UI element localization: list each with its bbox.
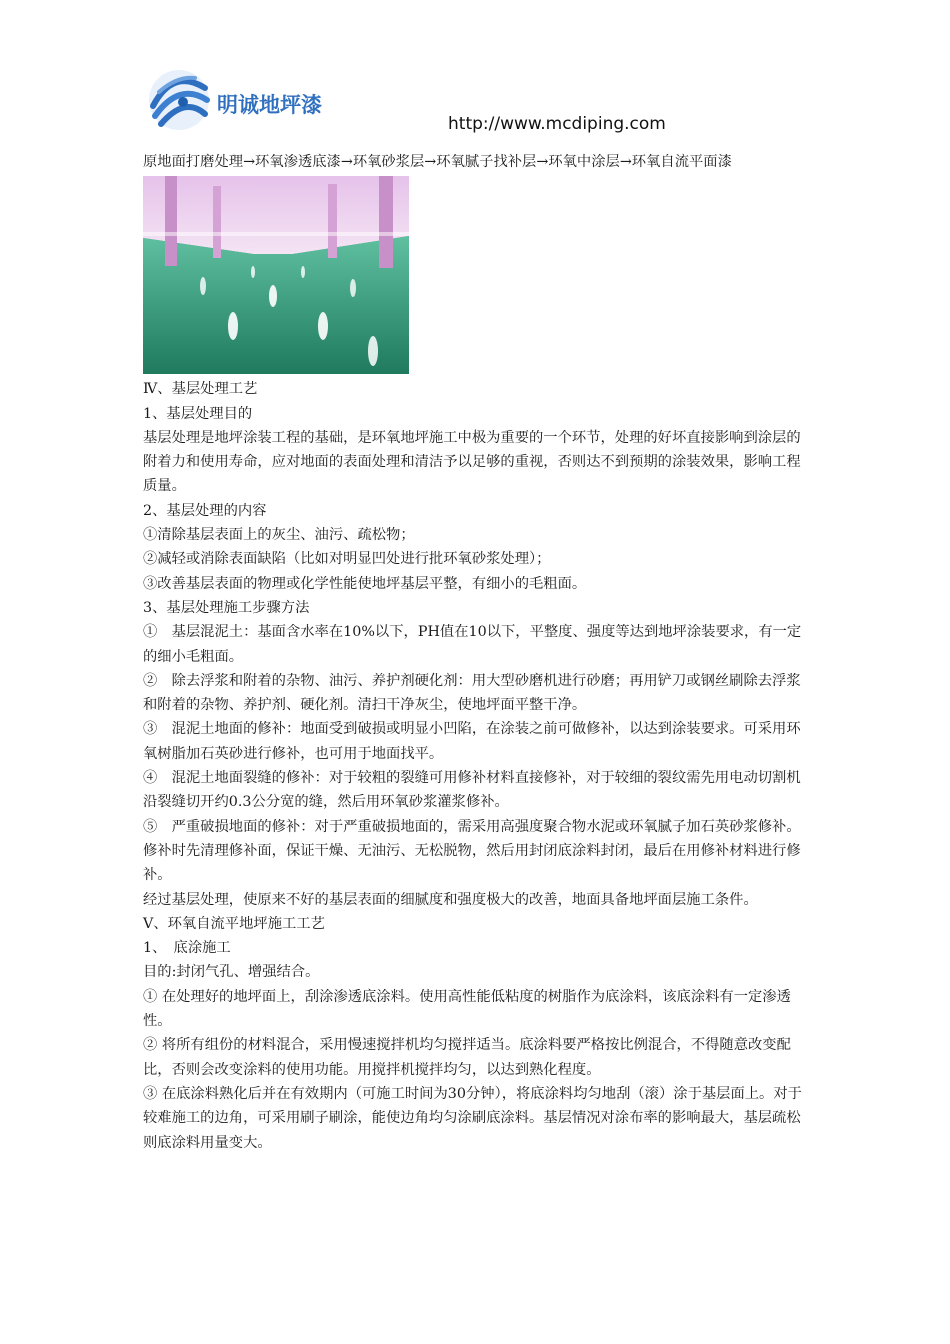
list-item: ③ 在底涂料熟化后并在有效期内（可施工时间为30分钟），将底涂料均匀地刮（滚）涂于基层面上。对于较难施工的边角，可采用刷子刷涂，能使边角均匀涂刷底涂料。基层情况对涂布率的影响最大，基层疏松则底涂料用量变大。 [143, 1085, 802, 1151]
page-header [143, 62, 813, 142]
list-item: ① 在处理好的地坪面上，刮涂渗透底涂料。使用高性能低粘度的树脂作为底涂料，该底涂料有一定渗透性。 [143, 988, 791, 1030]
section-heading-iv: Ⅳ、基层处理工艺 [143, 381, 258, 398]
list-item: ②减轻或消除表面缺陷（比如对明显凹处进行批环氧砂浆处理）； [143, 551, 551, 568]
list-item: ③ 混泥土地面的修补：地面受到破损或明显小凹陷，在涂装之前可做修补，以达到涂装要求。可采用环氧树脂加石英砂进行修补，也可用于地面找平。 [143, 721, 801, 762]
section-heading-v: Ⅴ、环氧自流平地坪施工工艺 [143, 915, 325, 932]
epoxy-floor-photo [143, 176, 409, 374]
website-url[interactable]: http://www.mcdiping.com [448, 114, 666, 134]
paragraph: 基层处理是地坪涂装工程的基础，是环氧地坪施工中极为重要的一个环节，处理的好坏直接影响到涂层的附着力和使用寿命，应对地面的表面处理和清洁予以足够的重视，否则达不到预期的涂装效果，影响工程质量。 [143, 429, 801, 495]
paragraph: 目的:封闭气孔、增强结合。 [143, 964, 320, 981]
subheading-primer: 1、 底涂施工 [143, 940, 231, 957]
company-logo [143, 62, 343, 142]
list-item: ② 除去浮浆和附着的杂物、油污、养护剂硬化剂：用大型砂磨机进行砂磨；再用铲刀或钢丝刷除去浮浆和附着的杂物、养护剂、硬化剂。清扫干净灰尘，使地坪面平整干净。 [143, 672, 801, 714]
list-item: ④ 混泥土地面裂缝的修补：对于较粗的裂缝可用修补材料直接修补，对于较细的裂纹需先用电动切割机沿裂缝切开约0.3公分宽的缝，然后用环氧砂浆灌浆修补。 [143, 770, 801, 811]
list-item: ①清除基层表面上的灰尘、油污、疏松物； [143, 527, 415, 544]
list-item: ② 将所有组份的材料混合，采用慢速搅拌机均匀搅拌适当。底涂料要严格按比例混合，不得随意改变配比，否则会改变涂料的使用功能。用搅拌机搅拌均匀，以达到熟化程度。 [143, 1037, 791, 1078]
document-body [143, 150, 811, 1155]
globe-swirl-icon [149, 70, 209, 130]
process-flow: 原地面打磨处理→环氧渗透底漆→环氧砂浆层→环氧腻子找补层→环氧中涂层→环氧自流平面漆 [143, 154, 732, 170]
list-item: ⑤ 严重破损地面的修补：对于严重破损地面的，需采用高强度聚合物水泥或环氧腻子加石英砂浆修补。修补时先清理修补面，保证干燥、无油污、无松脱物，然后用封闭底涂料封闭，最后在用修补材料进行修补。 [143, 818, 801, 884]
list-item: ① 基层混泥土：基面含水率在10%以下，PH值在10以下，平整度、强度等达到地坪涂装要求，有一定的细小毛粗面。 [143, 624, 802, 665]
subheading-purpose: 1、基层处理目的 [143, 405, 253, 422]
list-item: ③改善基层表面的物理或化学性能使地坪基层平整，有细小的毛粗面。 [143, 575, 587, 592]
paragraph: 经过基层处理，使原来不好的基层表面的细腻度和强度极大的改善，地面具备地坪面层施工条件。 [143, 891, 758, 908]
logo-text: 明诚地坪漆 [217, 93, 322, 117]
subheading-content: 2、基层处理的内容 [143, 502, 267, 519]
subheading-steps: 3、基层处理施工步骤方法 [143, 599, 310, 616]
